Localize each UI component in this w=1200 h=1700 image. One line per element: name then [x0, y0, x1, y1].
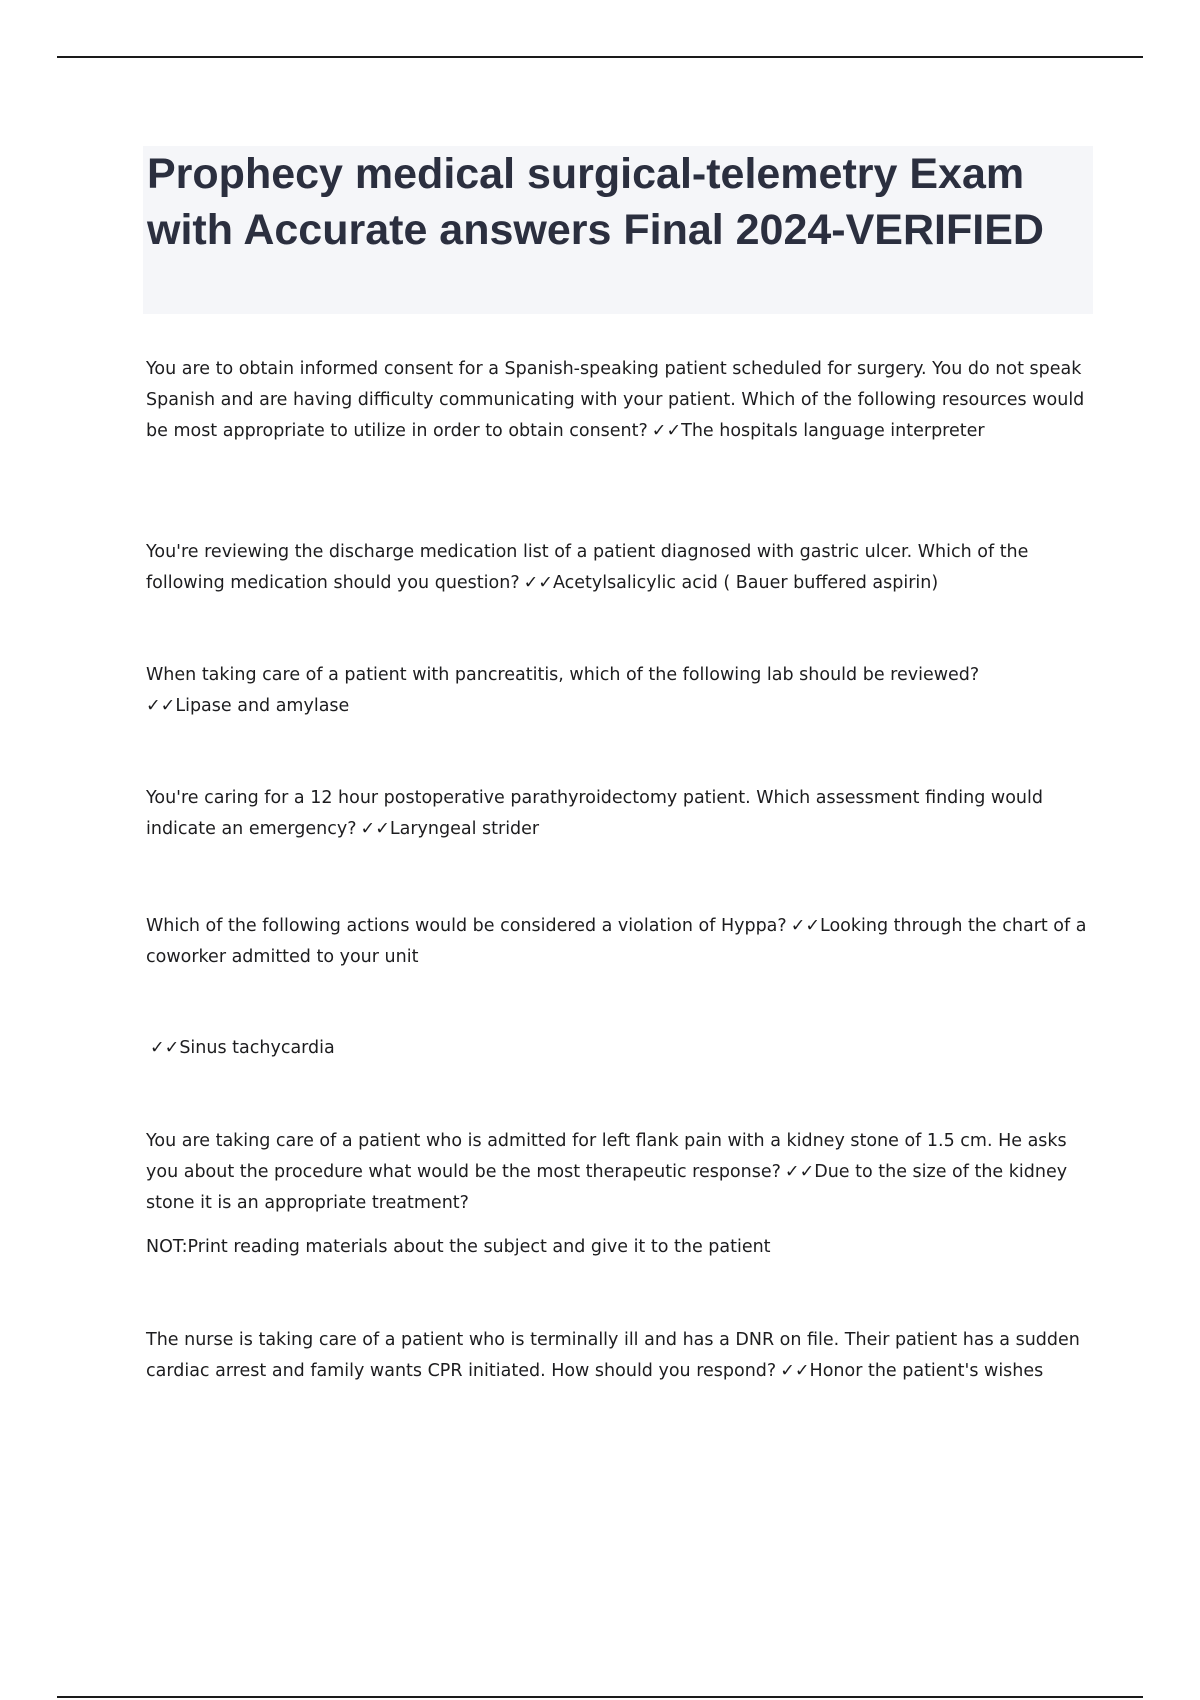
answer-text: Due to the size of the kidney stone it is an appropriate treatment?	[146, 1162, 1068, 1213]
answer-text: The hospitals language interpreter	[681, 421, 985, 441]
question-text: You are taking care of a patient who is admitted for left flank pain with a kidney stone of 1.5 cm. He asks you about the procedure what would be the most therapeutic response?	[146, 1131, 1067, 1182]
qa-item-2	[146, 537, 1091, 599]
bottom-rule	[57, 1696, 1143, 1698]
qa-item-7	[146, 1126, 1091, 1219]
check-icon: ✓✓	[523, 573, 553, 593]
question-text: You're reviewing the discharge medication list of a patient diagnosed with gastric ulcer. Which of the following medication should you question?	[146, 542, 1029, 593]
check-icon: ✓✓	[790, 916, 821, 936]
answer-text: Looking through the chart of a coworker admitted to your unit	[146, 916, 1087, 967]
qa-item-6	[150, 1033, 1095, 1064]
answer-text: Laryngeal strider	[389, 819, 540, 839]
question-text: The nurse is taking care of a patient who is terminally ill and has a DNR on file. Their patient has a sudden cardiac arrest and family wants CPR initiated. How should you respond?	[146, 1330, 1080, 1381]
check-icon: ✓✓	[146, 696, 176, 716]
answer-text: Sinus tachycardia	[179, 1038, 335, 1058]
qa-item-8	[146, 1325, 1091, 1387]
question-text: You are to obtain informed consent for a Spanish-speaking patient scheduled for surgery. You do not speak Spanish and are having difficulty communicating with your patient. Which of the following resources would be most appropriate to utilize in order to obtain consent?	[146, 359, 1085, 441]
check-icon: ✓✓	[651, 421, 682, 441]
qa-item-note: NOT:Print reading materials about the subject and give it to the patient	[146, 1237, 771, 1257]
top-rule	[57, 56, 1143, 58]
answer-text: Acetylsalicylic acid ( Bauer buffered aspirin)	[552, 573, 939, 593]
document-title: Prophecy medical surgical-telemetry Exam with Accurate answers Final 2024-VERIFIED	[147, 150, 1044, 254]
qa-item-1	[146, 354, 1091, 447]
check-icon: ✓✓	[784, 1162, 815, 1182]
question-text: Which of the following actions would be considered a violation of Hyppa?	[146, 916, 787, 936]
answer-text: Honor the patient's wishes	[809, 1361, 1044, 1381]
question-text: When taking care of a patient with pancreatitis, which of the following lab should be reviewed?	[146, 665, 980, 685]
check-icon: ✓✓	[780, 1361, 810, 1381]
question-text: You're caring for a 12 hour postoperative parathyroidectomy patient. Which assessment finding would indicate an emergency?	[146, 788, 1043, 839]
check-icon: ✓✓	[150, 1038, 180, 1058]
qa-item-3	[146, 660, 1091, 722]
answer-text: Lipase and amylase	[175, 696, 350, 716]
qa-item-5	[146, 911, 1091, 973]
qa-item-4	[146, 783, 1091, 845]
check-icon: ✓✓	[360, 819, 390, 839]
